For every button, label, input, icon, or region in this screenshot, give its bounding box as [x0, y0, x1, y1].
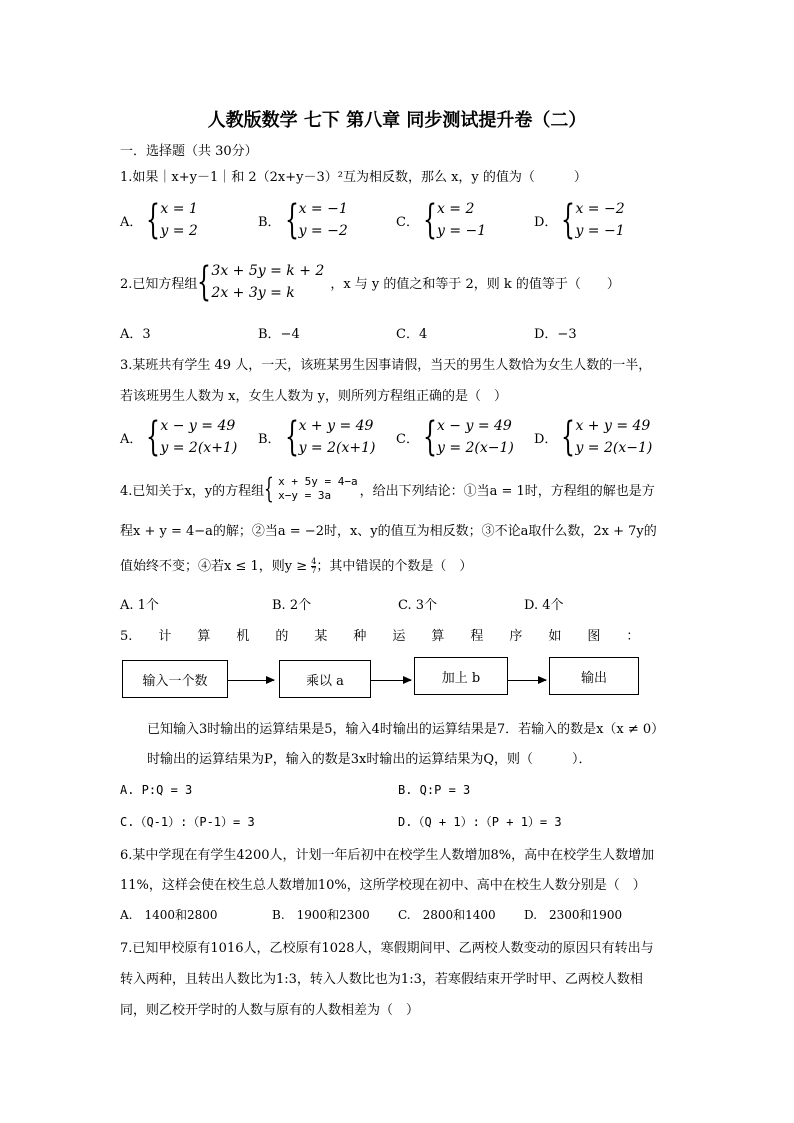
question-7-line-2: 转入两种，且转出人数比为1:3，转入人数比也为1:3，若寒假结束开学时甲、乙两校人数相 [120, 972, 643, 987]
brace-icon: { [422, 197, 437, 243]
question-2-stem: 2.已知方程组 { 3x + 5y = k + 2 2x + 3y = k ，x 与 y 的值之和等于 2，则 k 的值等于（ ） [120, 259, 620, 305]
q3-option-b[interactable]: B． { x + y = 49 y = 2(x+1) [258, 414, 376, 460]
page-title: 人教版数学 七下 第八章 同步测试提升卷（二） [207, 110, 587, 131]
q1-option-a[interactable]: A． { x = 1 y = 2 [120, 197, 198, 243]
fraction: $\frac{4}{7}$ [311, 557, 317, 575]
q5-option-a[interactable]: A. P:Q = 3 [120, 783, 193, 797]
q3-option-d[interactable]: D． { x + y = 49 y = 2(x−1) [534, 414, 653, 460]
brace-icon: { [561, 197, 576, 243]
q6-option-c[interactable]: C. 2800和1400 [398, 908, 496, 922]
question-4-line-3: 值始终不变；④若x ≤ 1，则y ≥ $\frac{4}{7}$ ；其中错误的个数是（ ） [120, 557, 473, 575]
brace-icon: { [422, 414, 437, 460]
question-3-line-2: 若该班男生人数为 x，女生人数为 y，则所列方程组正确的是（ ） [120, 389, 507, 404]
q5-option-b[interactable]: B. Q:P = 3 [398, 783, 471, 797]
question-3-line-1: 3.某班共有学生 49 人，一天，该班某男生因事请假，当天的男生人数恰为女生人数的一半， [120, 358, 652, 373]
brace-icon: { [197, 259, 212, 305]
q2-option-d[interactable]: D．−3 [534, 327, 577, 342]
question-6-line-1: 6.某中学现在有学生4200人，计划一年后初中在校学生人数增加8%，高中在校学生人数增加 [120, 848, 655, 863]
q5-option-c[interactable]: C.（Q-1）:（P-1）= 3 [120, 815, 255, 829]
question-4-line-1: 4.已知关于x，y的方程组 { x + 5y = 4−a x−y = 3a ，给出下列结论：①当a = 1时，方程组的解也是方 [120, 472, 655, 505]
flow-box-multiply: 乘以 a [279, 660, 371, 698]
question-1-stem: 1.如果｜x+y－1｜和 2（2x+y－3）²互为相反数，那么 x，y 的值为（ ） [120, 170, 587, 185]
arrow-right-icon [371, 680, 411, 681]
q6-option-b[interactable]: B. 1900和2300 [272, 908, 370, 922]
arrow-right-icon [228, 680, 274, 681]
question-4-line-2: 程x + y = 4−a的解；②当a = −2时，x、y的值互为相反数；③不论a取什么数，2x + 7y的 [120, 524, 657, 539]
question-5-line-2: 时输出的运算结果为P，输入的数是3x时输出的运算结果为Q，则（ ）． [147, 752, 592, 767]
flow-box-add: 加上 b [414, 657, 508, 695]
question-7-line-3: 同，则乙校开学时的人数与原有的人数相差为（ ） [120, 1003, 420, 1018]
q1-option-c[interactable]: C． { x = 2 y = −1 [396, 197, 487, 243]
question-5-line-1: 已知输入3时输出的运算结果是5，输入4时输出的运算结果是7．若输入的数是x（x ≠ 0） [147, 722, 665, 737]
question-5-stem: 5. 计 算 机 的 某 种 运 算 程 序 如 图 ： [120, 629, 640, 644]
q3-option-a[interactable]: A． { x − y = 49 y = 2(x+1) [120, 414, 238, 460]
section-heading: 一．选择题（共 30分） [120, 144, 258, 159]
q6-option-d[interactable]: D. 2300和1900 [524, 908, 623, 922]
brace-icon: { [146, 197, 161, 243]
arrow-right-icon [508, 680, 546, 681]
q2-option-b[interactable]: B．−4 [258, 327, 300, 342]
flow-box-output: 输出 [549, 657, 639, 695]
q3-option-c[interactable]: C． { x − y = 49 y = 2(x−1) [396, 414, 514, 460]
q2-option-a[interactable]: A．3 [120, 327, 151, 342]
question-6-line-2: 11%，这样会使在校生总人数增加10%，这所学校现在初中、高中在校生人数分别是（ ） [120, 878, 646, 893]
brace-icon: { [284, 197, 299, 243]
brace-icon: { [146, 414, 161, 460]
q5-option-d[interactable]: D.（Q + 1）:（P + 1）= 3 [398, 815, 562, 829]
q2-option-c[interactable]: C．4 [396, 327, 428, 342]
q4-option-c[interactable]: C. 3个 [398, 598, 438, 613]
q4-option-b[interactable]: B. 2个 [272, 598, 312, 613]
q4-option-a[interactable]: A. 1个 [120, 598, 159, 613]
q6-option-a[interactable]: A. 1400和2800 [120, 908, 218, 922]
q4-option-d[interactable]: D. 4个 [524, 598, 564, 613]
q1-option-b[interactable]: B． { x = −1 y = −2 [258, 197, 348, 243]
flow-box-input: 输入一个数 [122, 660, 228, 698]
question-7-line-1: 7.已知甲校原有1016人，乙校原有1028人，寒假期间甲、乙两校人数变动的原因只有转出与 [120, 941, 654, 956]
brace-icon: { [264, 472, 274, 505]
brace-icon: { [284, 414, 299, 460]
q1-option-d[interactable]: D． { x = −2 y = −1 [534, 197, 625, 243]
brace-icon: { [561, 414, 576, 460]
